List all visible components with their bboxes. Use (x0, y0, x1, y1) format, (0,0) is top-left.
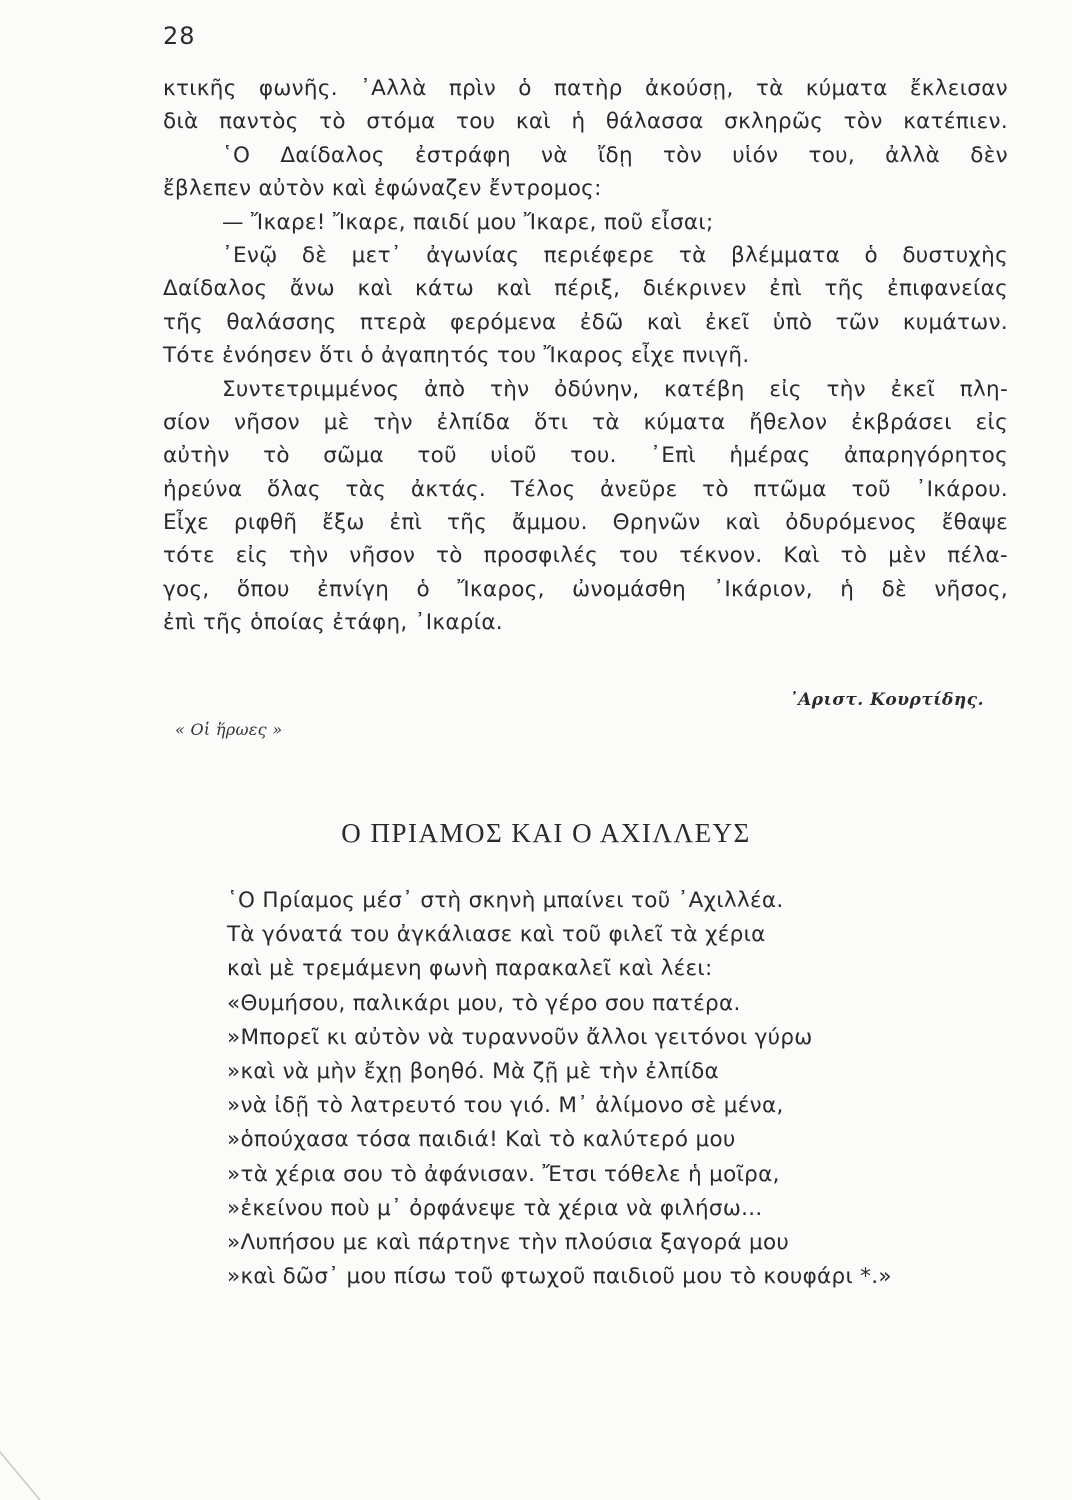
prose-line: ἠρεύνα ὅλας τὰς ἀκτάς. Τέλος ἀνεῦρε τὸ πτῶμα τοῦ ᾿Ικάρου. (163, 476, 1008, 502)
poem-line: »νὰ ἰδῇ τὸ λατρευτό του γιό. Μ᾿ ἀλίμονο σὲ μένα, (227, 1093, 784, 1119)
prose-line: κτικῆς φωνῆς. ᾿Αλλὰ πρὶν ὁ πατὴρ ἀκούσῃ, τὰ κύματα ἔκλεισαν (163, 76, 1008, 101)
prose-line: Τότε ἐνόησεν ὅτι ὁ ἀγαπητός του Ἴκαρος εἶχε πνιγῆ. (163, 343, 750, 369)
prose-line: Δαίδαλος ἄνω καὶ κάτω καὶ πέριξ, διέκρινεν ἐπὶ τῆς ἐπιφανείας (163, 276, 1008, 302)
prose-line: γος, ὅπου ἐπνίγη ὁ Ἴκαρος, ὠνομάσθη ᾿Ικάριον, ἡ δὲ νῆσος, (163, 576, 1008, 602)
poem-line: »Μπορεῖ κι αὐτὸν νὰ τυραννοῦν ἄλλοι γειτόνοι γύρω (227, 1024, 813, 1050)
poem-body (227, 884, 1027, 1294)
author-signature: ᾿Αριστ. Κουρτίδης. (789, 690, 984, 710)
page-corner-fold (0, 1440, 70, 1500)
poem-line: »Λυπήσου με καὶ πάρτηνε τὴν πλούσια ξαγορά μου (227, 1229, 790, 1255)
prose-line: ἐπὶ τῆς ὁποίας ἐτάφη, ᾿Ικαρία. (163, 610, 503, 636)
poem-line: »ἐκείνου ποὺ μ᾿ ὀρφάνεψε τὰ χέρια νὰ φιλήσω... (227, 1195, 763, 1221)
prose-line: αὐτὴν τὸ σῶμα τοῦ υἱοῦ του. ᾿Επὶ ἡμέρας ἀπαρηγόρητος (163, 443, 1008, 469)
prose-line: διὰ παντὸς τὸ στόμα του καὶ ἡ θάλασσα σκληρῶς τὸν κατέπιεν. (163, 109, 1008, 135)
prose-text (163, 72, 1008, 640)
poem-line: »ὁπούχασα τόσα παιδιά! Καὶ τὸ καλύτερό μου (227, 1127, 736, 1153)
prose-line: ῾Ο Δαίδαλος ἐστράφη νὰ ἴδῃ τὸν υἱόν του, ἀλλὰ δὲν (222, 142, 1008, 168)
poem-line: ῾Ο Πρίαμος μέσ᾿ στὴ σκηνὴ μπαίνει τοῦ ᾿Αχιλλέα. (227, 888, 784, 913)
prose-line: τῆς θαλάσσης πτερὰ φερόμενα ἐδῶ καὶ ἐκεῖ ὑπὸ τῶν κυμάτων. (163, 309, 1008, 335)
prose-line: Εἶχε ριφθῆ ἔξω ἐπὶ τῆς ἄμμου. Θρηνῶν καὶ ὀδυρόμενος ἔθαψε (163, 510, 1008, 536)
poem-line: «Θυμήσου, παλικάρι μου, τὸ γέρο σου πατέρα. (227, 990, 741, 1016)
poem-line: Τὰ γόνατά του ἀγκάλιασε καὶ τοῦ φιλεῖ τὰ χέρια (227, 922, 766, 948)
poem-line: καὶ μὲ τρεμάμενη φωνὴ παρακαλεῖ καὶ λέει: (227, 956, 713, 982)
prose-line: τότε εἰς τὴν νῆσον τὸ προσφιλές του τέκνον. Καὶ τὸ μὲν πέλα- (163, 543, 1008, 569)
prose-line: ᾿Ενῷ δὲ μετ᾿ ἀγωνίας περιέφερε τὰ βλέμματα ὁ δυστυχὴς (222, 242, 1008, 268)
poem-line: »τὰ χέρια σου τὸ ἀφάνισαν. Ἔτσι τόθελε ἡ μοῖρα, (227, 1161, 780, 1187)
page-number: 28 (163, 22, 196, 50)
poem-title: Ο ΠΡΙΑΜΟΣ ΚΑΙ Ο ΑΧΙΛΛΕΥΣ (341, 818, 751, 848)
source-citation: « Οἱ ἥρωες » (175, 720, 283, 739)
prose-line: ἔβλεπεν αὐτὸν καὶ ἐφώναζεν ἔντρομος: (163, 176, 602, 202)
poem-line: »καὶ δῶσ᾿ μου πίσω τοῦ φτωχοῦ παιδιοῦ μου τὸ κουφάρι *.» (227, 1264, 892, 1290)
prose-line: — Ἴκαρε! Ἴκαρε, παιδί μου Ἴκαρε, ποῦ εἶσαι; (222, 209, 714, 235)
prose-line: σίον νῆσον μὲ τὴν ἐλπίδα ὅτι τὰ κύματα ἤθελον ἐκβράσει εἰς (163, 409, 1008, 435)
prose-line: Συντετριμμένος ἀπὸ τὴν ὀδύνην, κατέβη εἰς τὴν ἐκεῖ πλη- (222, 376, 1008, 402)
poem-line: »καὶ νὰ μὴν ἔχῃ βοηθό. Μὰ ζῇ μὲ τὴν ἐλπίδα (227, 1058, 720, 1084)
